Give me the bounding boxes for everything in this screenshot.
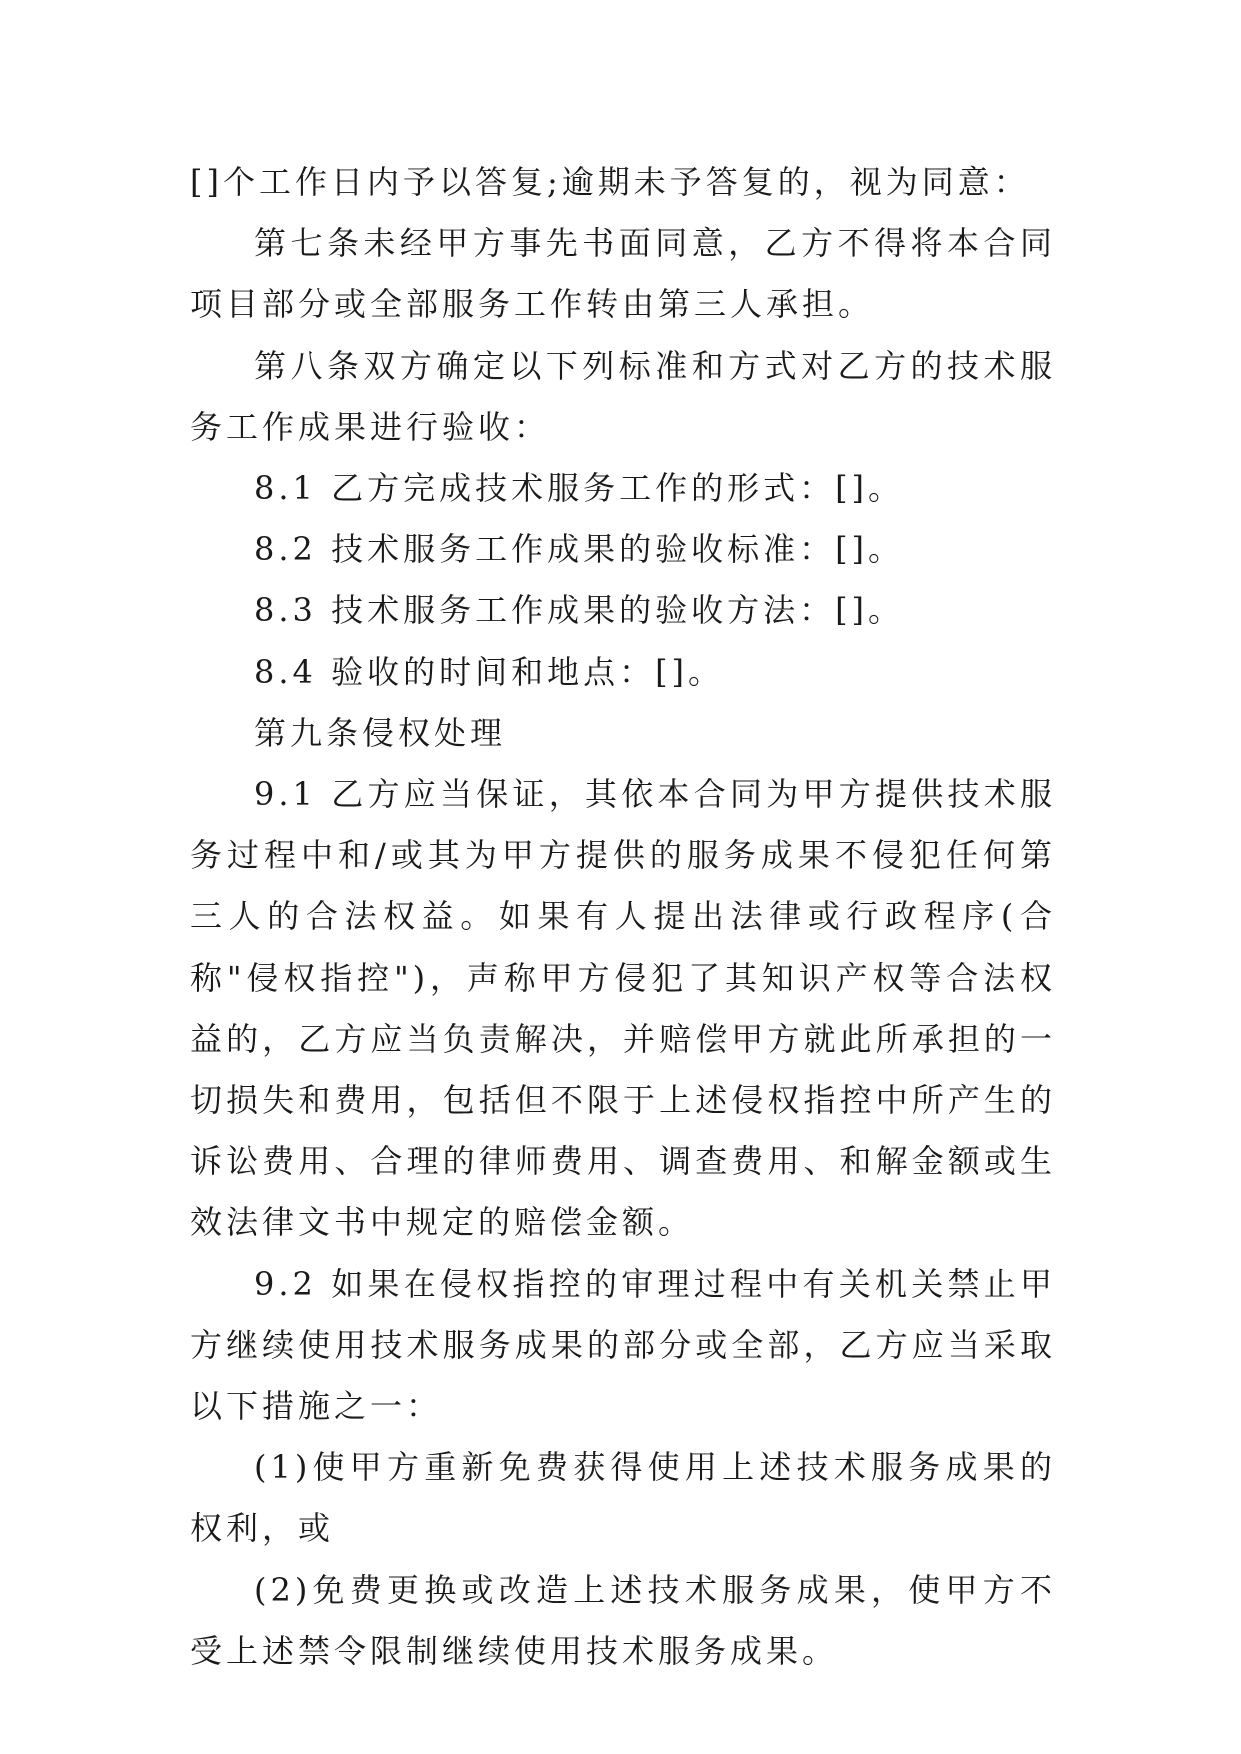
paragraph-reply-deadline: []个工作日内予以答复;逾期未予答复的，视为同意：: [190, 163, 1030, 201]
paragraph-clause-8-2: 8.2 技术服务工作成果的验收标准：[]。: [254, 530, 905, 569]
paragraph-clause-8-1: 8.1 乙方完成技术服务工作的形式：[]。: [254, 469, 905, 508]
paragraph-clause-9-2: 9.2 如果在侵权指控的审理过程中有关机关禁止甲方继续使用技术服务成果的部分或全部，乙方应当采取以下措施之一：: [190, 1264, 1056, 1426]
paragraph-measure-1: (1)使甲方重新免费获得使用上述技术服务成果的权利，或: [190, 1448, 1056, 1548]
paragraph-article-9-heading: 第九条侵权处理: [254, 713, 507, 752]
paragraph-clause-8-3: 8.3 技术服务工作成果的验收方法：[]。: [254, 591, 905, 630]
paragraph-measure-2: (2)免费更换或改造上述技术服务成果，使甲方不受上述禁令限制继续使用技术服务成果。: [190, 1570, 1056, 1670]
document-body: [190, 152, 1056, 1682]
paragraph-article-7: 第七条未经甲方事先书面同意，乙方不得将本合同项目部分或全部服务工作转由第三人承担。: [190, 224, 1056, 324]
paragraph-article-8: 第八条双方确定以下列标准和方式对乙方的技术服务工作成果进行验收：: [190, 346, 1056, 446]
paragraph-clause-9-1: 9.1 乙方应当保证，其依本合同为甲方提供技术服务过程中和/或其为甲方提供的服务成果不侵犯任何第三人的合法权益。如果有人提出法律或行政程序(合称"侵权指控")，声称甲方侵犯了其知识产权等合法权益的，乙方应当负责解决，并赔偿甲方就此所承担的一切损失和费用，包括但不限于上述侵权指控中所产生的诉讼费用、合理的律师费用、调查费用、和解金额或生效法律文书中规定的赔偿金额。: [190, 775, 1056, 1242]
paragraph-clause-8-4: 8.4 验收的时间和地点：[]。: [254, 652, 725, 691]
